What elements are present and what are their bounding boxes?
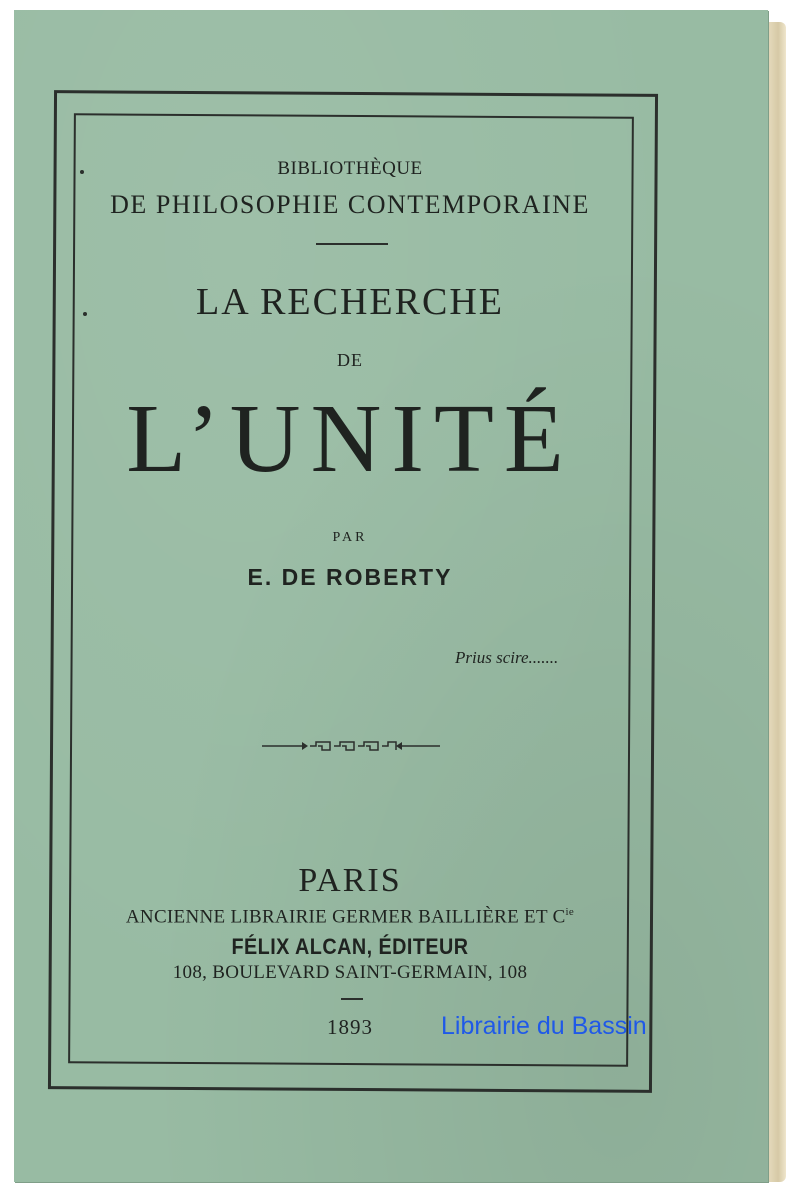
watermark-text: Librairie du Bassin — [441, 1012, 647, 1040]
epigraph: Prius scire....... — [455, 648, 559, 667]
publisher-line2: FÉLIX ALCAN, ÉDITEUR — [231, 934, 469, 959]
publication-year: 1893 — [327, 1015, 373, 1039]
publisher-address: 108, BOULEVARD SAINT-GERMAIN, 108 — [172, 962, 528, 983]
divider-rule — [316, 243, 388, 245]
publication-city: PARIS — [298, 862, 402, 899]
decorative-ornament — [262, 738, 440, 754]
divider-rule-small — [341, 998, 363, 1000]
series-title-line1: BIBLIOTHÈQUE — [277, 158, 423, 179]
book-title-connector: DE — [337, 350, 363, 370]
publisher-line1-superscript: ie — [565, 906, 575, 918]
byline-par: PAR — [332, 530, 368, 545]
book-title-line1: LA RECHERCHE — [196, 281, 504, 323]
publisher-line1 — [70, 906, 630, 928]
book-title-main: L’UNITÉ — [126, 385, 574, 493]
publisher-line1-text: ANCIENNE LIBRAIRIE GERMER BAILLIÈRE ET C — [125, 906, 566, 928]
series-title-line2: DE PHILOSOPHIE CONTEMPORAINE — [110, 190, 590, 219]
author-name: E. DE ROBERTY — [247, 564, 453, 590]
